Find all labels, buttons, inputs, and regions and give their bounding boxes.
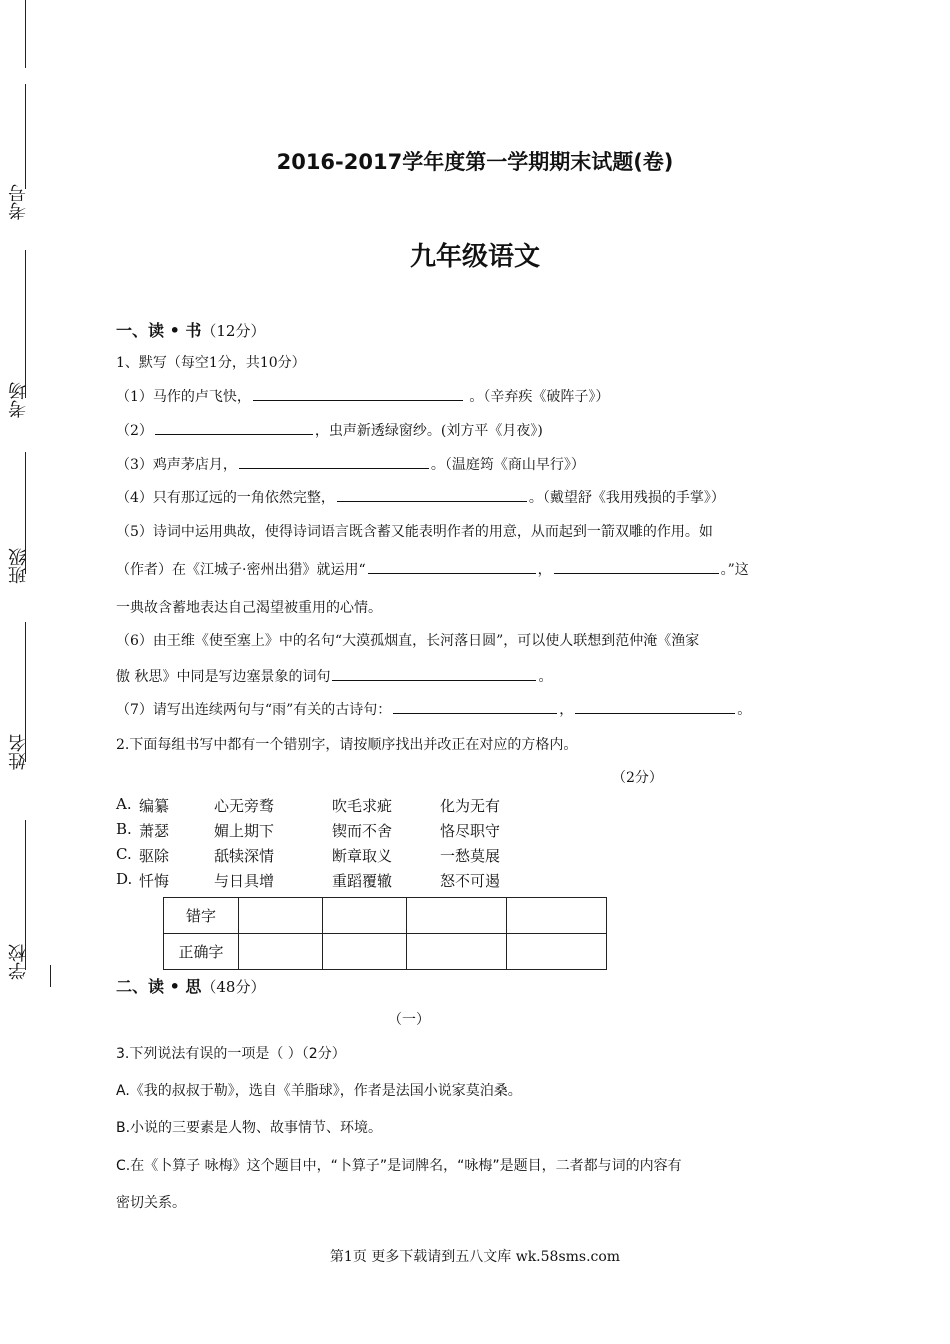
binding-dash	[50, 965, 51, 987]
answer-blank[interactable]	[393, 699, 557, 714]
q1-item-2-text: （2）	[116, 423, 153, 439]
q1-item-3-text: （3）鸡声茅店月，	[116, 457, 237, 473]
q1-item-5-line2	[116, 559, 749, 579]
margin-label-name: 姓名	[8, 734, 29, 770]
answer-cell[interactable]	[323, 898, 407, 934]
q1-item-5-end: 。”这	[720, 562, 749, 578]
answer-cell[interactable]	[239, 934, 323, 970]
section2-heading	[116, 974, 265, 997]
section1-points: （12分）	[201, 322, 266, 340]
q1-item-5-line3: 一典故含蓄地表达自己渴望被重用的心情。	[116, 600, 382, 616]
q1-item-5-line1: （5）诗词中运用典故，使得诗词语言既含蓄又能表明作者的用意，从而起到一箭双雕的作用。如	[116, 524, 713, 540]
option-word: 媚上期下	[214, 822, 275, 840]
q3-option-a: A.《我的叔叔于勒》，选自《羊脂球》，作者是法国小说家莫泊桑。	[116, 1083, 522, 1099]
section2-points: （48分）	[201, 978, 266, 996]
q3-option-b: B.小说的三要素是人物、故事情节、环境。	[116, 1120, 383, 1136]
option-word: 怒不可遏	[440, 872, 501, 890]
answer-blank[interactable]	[554, 559, 719, 574]
option-letter: C.	[116, 845, 132, 863]
margin-label-school: 学校	[8, 944, 29, 980]
q3-option-c-line1: C.在《卜算子 咏梅》这个题目中，“卜算子”是词牌名，“咏梅”是题目，二者都与词的内容有	[116, 1158, 682, 1174]
q1-item-4	[116, 487, 725, 507]
option-word: 与日具增	[214, 872, 275, 890]
option-word: 忏悔	[139, 872, 170, 890]
option-word: 舐犊深情	[214, 847, 275, 865]
option-word: 心无旁骛	[214, 797, 275, 815]
q1-item-6-line2	[116, 666, 552, 686]
answer-blank[interactable]	[239, 454, 429, 469]
option-word: 化为无有	[440, 797, 501, 815]
q1-item-6-end: 。	[538, 669, 553, 685]
table-header-correct-char: 正确字	[164, 934, 239, 970]
answer-cell[interactable]	[239, 898, 323, 934]
answer-cell[interactable]	[407, 898, 507, 934]
option-word: 驱除	[139, 847, 170, 865]
option-word: 恪尽职守	[440, 822, 501, 840]
q1-item-7-end: 。	[737, 702, 752, 718]
q2-points: （2分）	[612, 770, 663, 786]
answer-cell[interactable]	[323, 934, 407, 970]
option-word: 断章取义	[332, 847, 393, 865]
q1-item-1	[116, 386, 609, 406]
q1-item-4-source: 。（戴望舒《我用残损的手掌》）	[528, 490, 725, 506]
q1-item-3-source: 。（温庭筠《商山早行》）	[430, 457, 585, 473]
table-header-wrong-char: 错字	[164, 898, 239, 934]
margin-label-exam-number: 考号	[8, 184, 29, 220]
margin-label-exam-room: 考场	[8, 382, 29, 418]
option-letter: A.	[116, 795, 132, 813]
section2-title: 二、读 • 思	[116, 977, 202, 996]
option-word: 萧瑟	[139, 822, 170, 840]
binding-line-segment	[25, 0, 26, 68]
section1-title: 一、读 • 书	[116, 321, 202, 340]
answer-blank[interactable]	[332, 666, 536, 681]
section2-part: （一）	[388, 1012, 430, 1028]
q1-item-7-text: （7）请写出连续两句与“雨”有关的古诗句：	[116, 702, 392, 718]
section1-heading	[116, 318, 265, 341]
page-title: 2016-2017学年度第一学期期末试题(卷)	[276, 150, 674, 174]
page-footer: 第1页 更多下载请到五八文库 wk.58sms.com	[329, 1249, 621, 1265]
page-subtitle: 九年级语文	[409, 242, 540, 272]
answer-blank[interactable]	[368, 559, 536, 574]
option-word: 吹毛求疵	[332, 797, 393, 815]
table-row	[164, 934, 607, 970]
q1-item-1-text: （1）马作的卢飞快，	[116, 389, 251, 405]
q1-item-5-text: （作者）在《江城子·密州出猎》就运用“	[116, 562, 366, 578]
q1-item-5-comma: ，	[537, 562, 552, 578]
option-letter: D.	[116, 870, 133, 888]
answer-cell[interactable]	[407, 934, 507, 970]
answer-cell[interactable]	[507, 934, 607, 970]
answer-blank[interactable]	[155, 420, 313, 435]
q1-item-2-source: ，虫声新透绿窗纱。(刘方平《月夜》)	[314, 423, 543, 439]
answer-blank[interactable]	[575, 699, 735, 714]
q1-item-4-text: （4）只有那辽远的一角依然完整，	[116, 490, 335, 506]
option-word: 重蹈覆辙	[332, 872, 393, 890]
q1-item-7	[116, 699, 751, 719]
q1-intro: 1、默写（每空1分，共10分）	[116, 355, 306, 371]
q1-item-3	[116, 454, 585, 474]
answer-cell[interactable]	[507, 898, 607, 934]
q1-item-6-text: 傲 秋思》中同是写边塞景象的词句	[116, 669, 331, 685]
q1-item-2	[116, 420, 543, 440]
q1-item-1-source: 。（辛弃疾《破阵子》）	[469, 389, 610, 405]
q1-item-6-line1: （6）由王维《使至塞上》中的名句“大漠孤烟直，长河落日圆”，可以使人联想到范仲淹《渔家	[116, 633, 700, 649]
q2-intro: 2.下面每组书写中都有一个错别字，请按顺序找出并改正在对应的方格内。	[116, 737, 578, 753]
option-word: 编纂	[139, 797, 170, 815]
answer-blank[interactable]	[337, 487, 527, 502]
q3-intro: 3.下列说法有误的一项是（ ）（2分）	[116, 1046, 346, 1062]
table-row	[164, 898, 607, 934]
margin-label-class: 班级	[8, 548, 29, 584]
q3-option-c-line2: 密切关系。	[116, 1195, 186, 1211]
option-word: 锲而不舍	[332, 822, 393, 840]
option-letter: B.	[116, 820, 132, 838]
q1-item-7-comma: ，	[559, 702, 574, 718]
answer-blank[interactable]	[253, 386, 463, 401]
answer-table	[163, 897, 607, 970]
option-word: 一愁莫展	[440, 847, 501, 865]
